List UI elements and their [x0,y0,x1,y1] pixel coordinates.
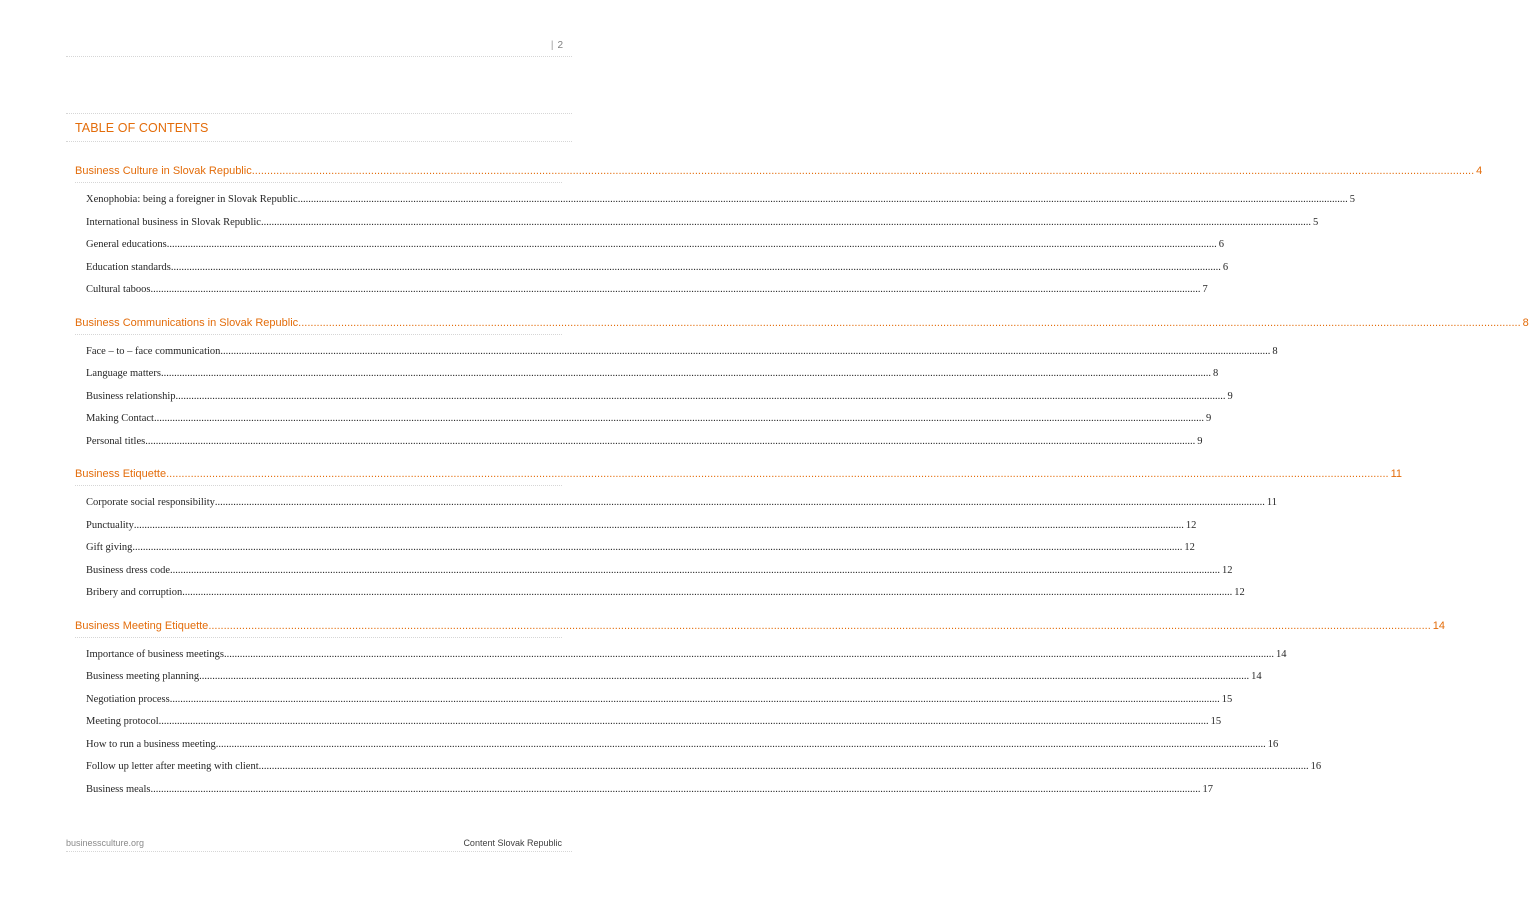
toc-item-page: 6 [1218,239,1225,250]
toc-leader-dots: ................................................................................................................................................................................................................................................................................................................................................................................................................ [208,619,1431,632]
toc-item-title: How to run a business meeting [86,738,216,750]
toc-item-entry[interactable] [86,341,1278,364]
toc-item-entry[interactable] [86,756,1322,779]
toc-leader-dots: ................................................................................................................................................................................................................................................................................................................................................................................................................ [298,316,1521,329]
toc-item-page: 12 [1184,542,1195,553]
toc-item-title: Negotiation process [86,693,170,705]
toc-leader-dots: ................................................................................................................................................................................................................................................................................................................................................................................................................ [215,738,1266,750]
footer-divider [66,851,572,852]
toc-item-title: General educations [86,239,167,250]
toc-leader-dots: ................................................................................................................................................................................................................................................................................................................................................................................................................ [297,194,1348,205]
toc-item-entry[interactable] [86,212,1319,235]
toc-subentries [75,189,1355,302]
toc-leader-dots: ................................................................................................................................................................................................................................................................................................................................................................................................................ [169,693,1220,705]
toc-item-title: Face – to – face communication [86,345,221,357]
toc-item-page: 15 [1210,716,1222,727]
header-divider [66,56,572,57]
toc-section-title: Business Meeting Etiquette [75,619,209,632]
toc-leader-dots: ................................................................................................................................................................................................................................................................................................................................................................................................................ [160,368,1211,379]
toc-leader-dots: ................................................................................................................................................................................................................................................................................................................................................................................................................ [166,468,1389,480]
toc-item-page: 8 [1212,368,1219,379]
toc-item-title: Bribery and corruption [86,587,183,598]
toc-leader-dots: ................................................................................................................................................................................................................................................................................................................................................................................................................ [220,345,1271,357]
toc-item-title: Meeting protocol [86,716,159,727]
toc-item-page: 14 [1251,671,1262,682]
toc-item-title: Personal titles [86,435,146,447]
toc-section-entry[interactable] [75,615,1446,638]
page-number [551,40,563,51]
toc-section-title: Business Culture in Slovak Republic [75,165,252,177]
toc-leader-dots: ................................................................................................................................................................................................................................................................................................................................................................................................................ [133,519,1184,531]
toc-item-title: Gift giving [86,542,133,553]
toc-subentries [75,492,1278,605]
toc-title: TABLE OF CONTENTS [75,121,209,135]
toc-section-title: Business Etiquette [75,468,167,480]
toc-leader-dots: ................................................................................................................................................................................................................................................................................................................................................................................................................ [258,761,1309,772]
toc-leader-dots: ................................................................................................................................................................................................................................................................................................................................................................................................................ [150,783,1201,795]
footer-site: businessculture.org [66,838,145,848]
toc-leader-dots: ................................................................................................................................................................................................................................................................................................................................................................................................................ [214,497,1265,508]
toc-item-page: 15 [1221,693,1233,705]
toc-item-page: 8 [1272,345,1278,357]
toc-item-page: 12 [1222,564,1233,576]
toc-item-title: Business dress code [86,564,170,576]
toc-leader-dots: ................................................................................................................................................................................................................................................................................................................................................................................................................ [199,671,1250,682]
toc-section-page: 8 [1522,316,1529,329]
toc-item-title: Follow up letter after meeting with client [86,761,259,772]
toc-leader-dots: ................................................................................................................................................................................................................................................................................................................................................................................................................ [260,216,1311,228]
page-number-value: 2 [557,40,563,51]
toc-item-page: 5 [1349,194,1355,205]
toc-leader-dots: ................................................................................................................................................................................................................................................................................................................................................................................................................ [251,165,1475,177]
toc-item-title: International business in Slovak Republic [86,216,261,228]
toc-item-page: 9 [1197,435,1203,447]
toc-item-page: 5 [1312,216,1319,228]
toc-item-entry[interactable] [86,257,1229,280]
toc-item-title: Business meals [86,783,151,795]
toc-item-title: Punctuality [86,519,134,531]
toc-item-entry[interactable] [86,189,1355,212]
toc-leader-dots: ................................................................................................................................................................................................................................................................................................................................................................................................................ [170,261,1221,273]
toc-item-page: 6 [1222,261,1229,273]
toc-section-title: Business Communications in Slovak Republic [75,316,299,329]
toc-section-page: 14 [1432,619,1446,632]
toc-item-entry[interactable] [86,431,1203,454]
toc-section-entry[interactable] [75,160,1483,183]
toc-item-title: Business meeting planning [86,671,200,682]
toc-item-page: 16 [1267,738,1279,750]
toc-top-divider [66,113,572,114]
toc-leader-dots: ................................................................................................................................................................................................................................................................................................................................................................................................................ [145,435,1196,447]
toc-item-page: 11 [1266,497,1278,508]
toc-item-page: 12 [1234,587,1245,598]
toc-subentries [75,644,1322,802]
toc-item-entry[interactable] [86,779,1213,802]
toc-leader-dots: ................................................................................................................................................................................................................................................................................................................................................................................................................ [223,648,1274,660]
toc-leader-dots: ................................................................................................................................................................................................................................................................................................................................................................................................................ [132,542,1183,553]
toc-item-page: 16 [1310,761,1322,772]
toc-item-entry[interactable] [86,666,1262,689]
toc-item-title: Business relationship [86,390,176,402]
toc-item-page: 12 [1185,519,1197,531]
toc-section-entry[interactable] [75,463,1403,486]
toc-leader-dots: ................................................................................................................................................................................................................................................................................................................................................................................................................ [158,716,1209,727]
toc-item-title: Xenophobia: being a foreigner in Slovak Republic [86,194,298,205]
toc-item-title: Cultural taboos [86,284,151,295]
toc-title-divider [66,141,572,142]
toc-item-title: Corporate social responsibility [86,497,215,508]
toc-item-entry[interactable] [86,386,1233,409]
toc-item-page: 7 [1202,284,1208,295]
toc-item-page: 9 [1205,413,1212,424]
toc-item-entry[interactable] [86,711,1222,734]
toc-item-title: Making Contact [86,413,154,424]
toc-subentries [75,341,1278,454]
toc-item-entry[interactable] [86,234,1225,257]
toc-item-entry[interactable] [86,279,1208,302]
toc-item-entry[interactable] [86,492,1278,515]
toc-item-title: Language matters [86,368,161,379]
table-of-contents [75,160,1529,811]
toc-leader-dots: ................................................................................................................................................................................................................................................................................................................................................................................................................ [166,239,1217,250]
toc-item-title: Education standards [86,261,171,273]
toc-item-entry[interactable] [86,644,1287,667]
toc-item-page: 9 [1227,390,1233,402]
toc-section-page: 11 [1390,468,1403,480]
toc-item-entry[interactable] [86,515,1197,538]
toc-leader-dots: ................................................................................................................................................................................................................................................................................................................................................................................................................ [175,390,1226,402]
toc-section-page: 4 [1476,165,1483,177]
toc-item-entry[interactable] [86,689,1233,712]
toc-item-entry[interactable] [86,537,1195,560]
toc-leader-dots: ................................................................................................................................................................................................................................................................................................................................................................................................................ [153,413,1204,424]
footer-doc-title: Content Slovak Republic [463,838,562,848]
toc-leader-dots: ................................................................................................................................................................................................................................................................................................................................................................................................................ [150,284,1201,295]
toc-item-entry[interactable] [86,734,1279,757]
toc-leader-dots: ................................................................................................................................................................................................................................................................................................................................................................................................................ [182,587,1233,598]
toc-item-title: Importance of business meetings [86,648,224,660]
toc-leader-dots: ................................................................................................................................................................................................................................................................................................................................................................................................................ [170,564,1220,576]
toc-item-entry[interactable] [86,408,1212,431]
page-number-separator: | [550,40,554,51]
toc-item-entry[interactable] [86,582,1245,605]
toc-item-entry[interactable] [86,363,1219,386]
toc-item-page: 14 [1275,648,1287,660]
toc-section-entry[interactable] [75,312,1529,335]
toc-item-page: 17 [1202,783,1213,795]
toc-item-entry[interactable] [86,560,1233,583]
